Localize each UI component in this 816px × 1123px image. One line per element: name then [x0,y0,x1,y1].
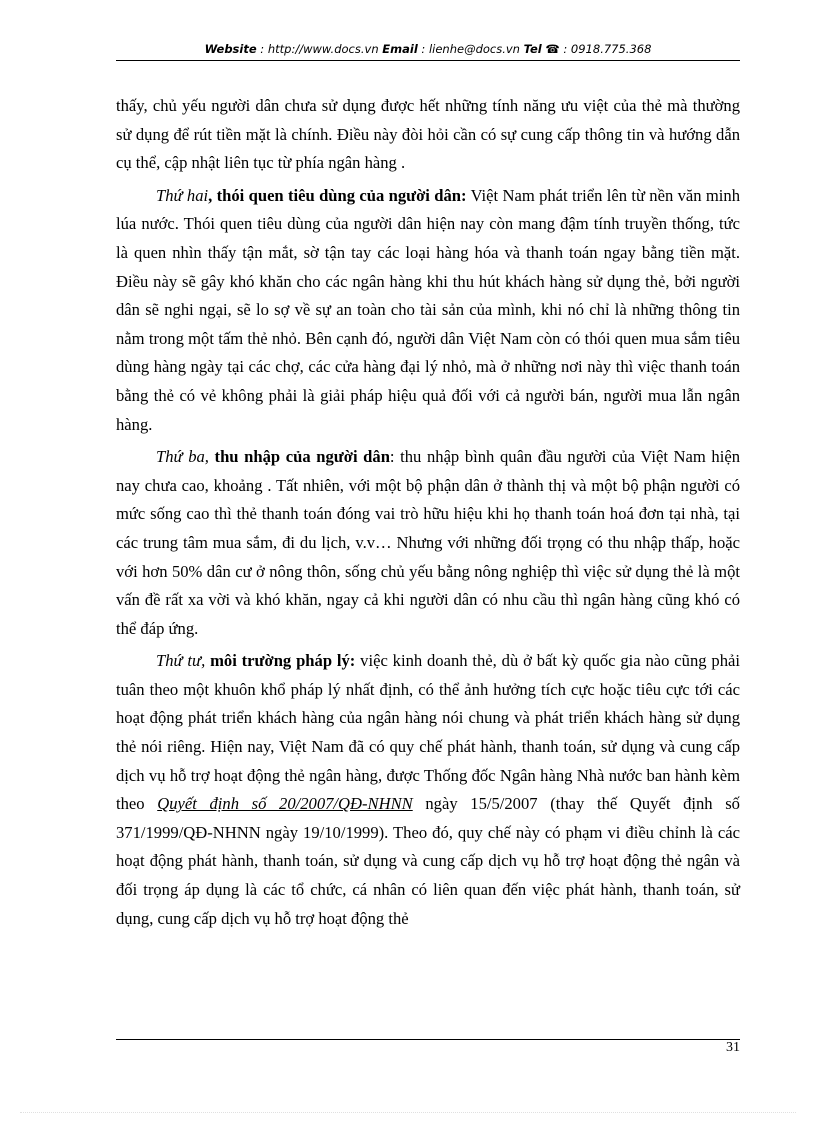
paragraph-3 [116,443,740,643]
decision-link[interactable]: Quyết định số 20/2007/QĐ-NHNN [157,794,413,814]
phone-number: 0918.775.368 [570,42,652,56]
paragraph-4-text-after-link: ngày 15/5/2007 (thay thế Quyết định số 371/1999/QĐ-NHNN ngày 19/10/1999). Theo đó, quy chế này có phạm vi điều chỉnh là các hoạt động phát hành, thanh toán, sử dụng và cung cấp dịch vụ hỗ trợ hoạt động thẻ ngân và đối trọng áp dụng là các tổ chức, cá nhân có liên quan đến việc phát hành, thanh toán, sử dụng, cung cấp dịch vụ hỗ trợ hoạt động thẻ [116,794,740,928]
paragraph-1 [116,92,740,178]
email-label: Email [382,42,418,56]
website-url[interactable]: http://www.docs.vn [267,42,379,56]
website-separator: : [256,42,268,56]
paragraph-4-lead: Thứ tư, [156,651,206,671]
header-divider [116,60,740,61]
paragraph-2-heading: , thói quen tiêu dùng của người dân: [208,185,467,205]
tel-label: Tel [523,42,542,56]
website-label: Website [204,42,257,56]
paragraph-4-heading: môi trường pháp lý: [205,651,356,671]
paragraph-2 [116,182,740,439]
footer-divider [116,1039,740,1040]
email-address[interactable]: lienhe@docs.vn [428,42,520,56]
paragraph-2-lead: Thứ hai [156,185,209,205]
page-number: 31 [726,1040,740,1055]
page-bottom-edge [20,1112,796,1113]
paragraph-3-lead: Thứ ba, [156,447,209,467]
document-body [116,92,740,937]
paragraph-3-heading: thu nhập của người dân [208,447,390,467]
phone-icon: ☎ : [541,42,571,56]
paragraph-3-text: : thu nhập bình quân đầu người của Việt Nam hiện nay chưa cao, khoảng . Tất nhiên, với một bộ phận dân ở thành thị và một bộ phận người có mức sống cao thì thẻ thanh toán đóng vai trò hữu hiệu khi họ thanh toán hoá đơn tại nhà, tại các trung tâm mua sắm, đi du lịch, v.v… Nhưng với những đối trọng có thu nhập thấp, hoặc với hơn 50% dân cư ở nông thôn, sống chủ yếu bằng nông nghiệp thì việc sử dụng thẻ là một vấn đề rất xa vời và khó khăn, ngay cả khi người dân có nhu cầu thì ngân hàng cũng khó có thể đáp ứng. [116,447,740,638]
paragraph-2-text: Việt Nam phát triển lên từ nền văn minh lúa nước. Thói quen tiêu dùng của người dân hiện nay còn mang đậm tính truyền thống, tức là quen nhìn thấy tận mắt, sờ tận tay các loại hàng hóa và thanh toán ngay bằng tiền mặt. Điều này sẽ gây khó khăn cho các ngân hàng khi thu hút khách hàng sử dụng thẻ, bởi người dân sẽ nghi ngại, sẽ lo sợ về sự an toàn cho tài sản của mình, khi nó chỉ là những thông tin nằm trong một tấm thẻ nhỏ. Bên cạnh đó, người dân Việt Nam còn có thói quen mua sắm tiêu dùng hàng ngày tại các chợ, các cửa hàng đại lý nhỏ, mà ở những nơi này thì việc thanh toán bằng thẻ có vẻ không phải là giải pháp hiệu quả đối với cả người bán, người mua lẫn ngân hàng. [116,185,740,434]
page-header [116,42,740,56]
paragraph-4-text-before-link: việc kinh doanh thẻ, dù ở bất kỳ quốc gia nào cũng phải tuân theo một khuôn khổ pháp lý nhất định, có thể ảnh hưởng tích cực hoặc tiêu cực tới các hoạt động phát triển khách hàng của ngân hàng nói chung và phát triển khách hàng sử dụng thẻ nói riêng. Hiện nay, Việt Nam đã có quy chế phát hành, thanh toán, sử dụng và cung cấp dịch vụ hỗ trợ hoạt động thẻ ngân hàng, được Thống đốc Ngân hàng Nhà nước ban hành kèm theo [116,651,740,814]
paragraph-1-text: thấy, chủ yếu người dân chưa sử dụng được hết những tính năng ưu việt của thẻ mà thường sử dụng để rút tiền mặt là chính. Điều này đòi hỏi cần có sự cung cấp thông tin và hướng dẫn cụ thể, cập nhật liên tục từ phía ngân hàng . [116,96,740,173]
paragraph-4 [116,647,740,933]
email-separator: : [417,42,429,56]
